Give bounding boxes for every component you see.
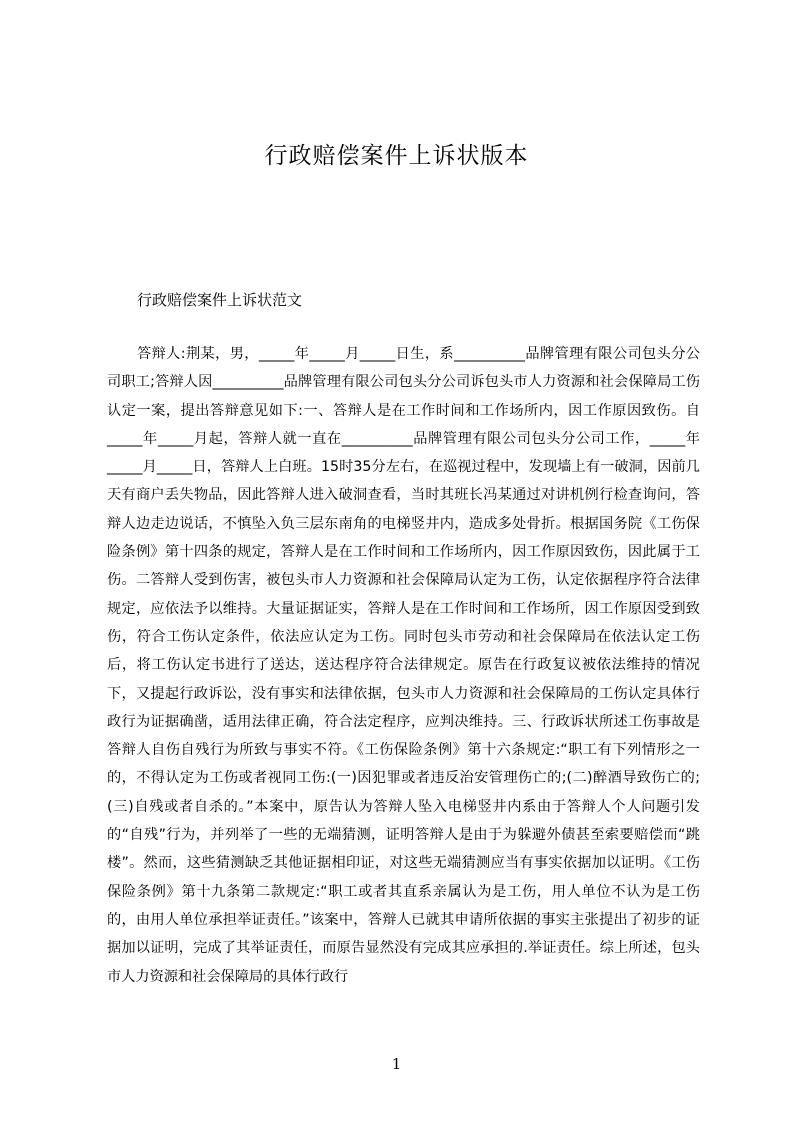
body-paragraph: 答辩人:荆某，男，_____年_____月_____日生，系__________品牌管理有限公司包头分公司职工;答辩人因__________品牌管理有限公司包头分公司诉包头市人力资源和社会保障局工伤认定一案，提出答辩意见如下:一、答辩人是在工作时间和工作场所内，因工作原因致伤。自_____年_____月起，答辩人就一直在__________品牌管理有限公司包头分公司工作，_____年_____月_____日，答辩人上白班。15时35分左右，在巡视过程中，发现墙上有一破洞，因前几天有商户丢失物品，因此答辩人进入破洞查看，当时其班长冯某通过对讲机例行检查询问，答辩人边走边说话，不慎坠入负三层东南角的电梯竖井内，造成多处骨折。根据国务院《工伤保险条例》第十四条的规定，答辩人是在工作时间和工作场所内，因工作原因致伤，因此属于工伤。二答辩人受到伤害，被包头市人力资源和社会保障局认定为工伤，认定依据程序符合法律规定，应依法予以维持。大量证据证实，答辩人是在工作时间和工作场所，因工作原因受到致伤，符合工伤认定条件，依法应认定为工伤。同时包头市劳动和社会保障局在依法认定工伤后，将工伤认定书进行了送达，送达程序符合法律规定。原告在行政复议被依法维持的情况下，又提起行政诉讼，没有事实和法律依据，包头市人力资源和社会保障局的工伤认定具体行政行为证据确凿，适用法律正确，符合法定程序，应判决维持。三、行政诉状所述工伤事故是答辩人自伤自残行为所致与事实不符。《工伤保险条例》第十六条规定:“职工有下列情形之一的，不得认定为工伤或者视同工伤:(一)因犯罪或者违反治安管理伤亡的;(二)醉酒导致伤亡的;(三)自残或者自杀的。”本案中，原告认为答辩人坠入电梯竖井内系由于答辩人个人问题引发的“自残”行为，并列举了一些的无端猜测，证明答辩人是由于为躲避外债甚至索要赔偿而“跳楼”。然而，这些猜测缺乏其他证据相印证，对这些无端猜测应当有事实依据加以证明。《工伤保险条例》第十九条第二款规定:“职工或者其直系亲属认为是工伤，用人单位不认为是工伤的，由用人单位承担举证责任。”该案中，答辩人已就其申请所依据的事实主张提出了初步的证据加以证明，完成了其举证责任，而原告显然没有完成其应承担的.举证责任。综上所述，包头市人力资源和社会保障局的具体行政行 bbox=[107, 346, 700, 985]
page-title: 行政赔偿案件上诉状版本 bbox=[264, 143, 529, 169]
page-number: 1 bbox=[391, 1055, 402, 1073]
document-subtitle: 行政赔偿案件上诉状范文 bbox=[137, 291, 303, 309]
